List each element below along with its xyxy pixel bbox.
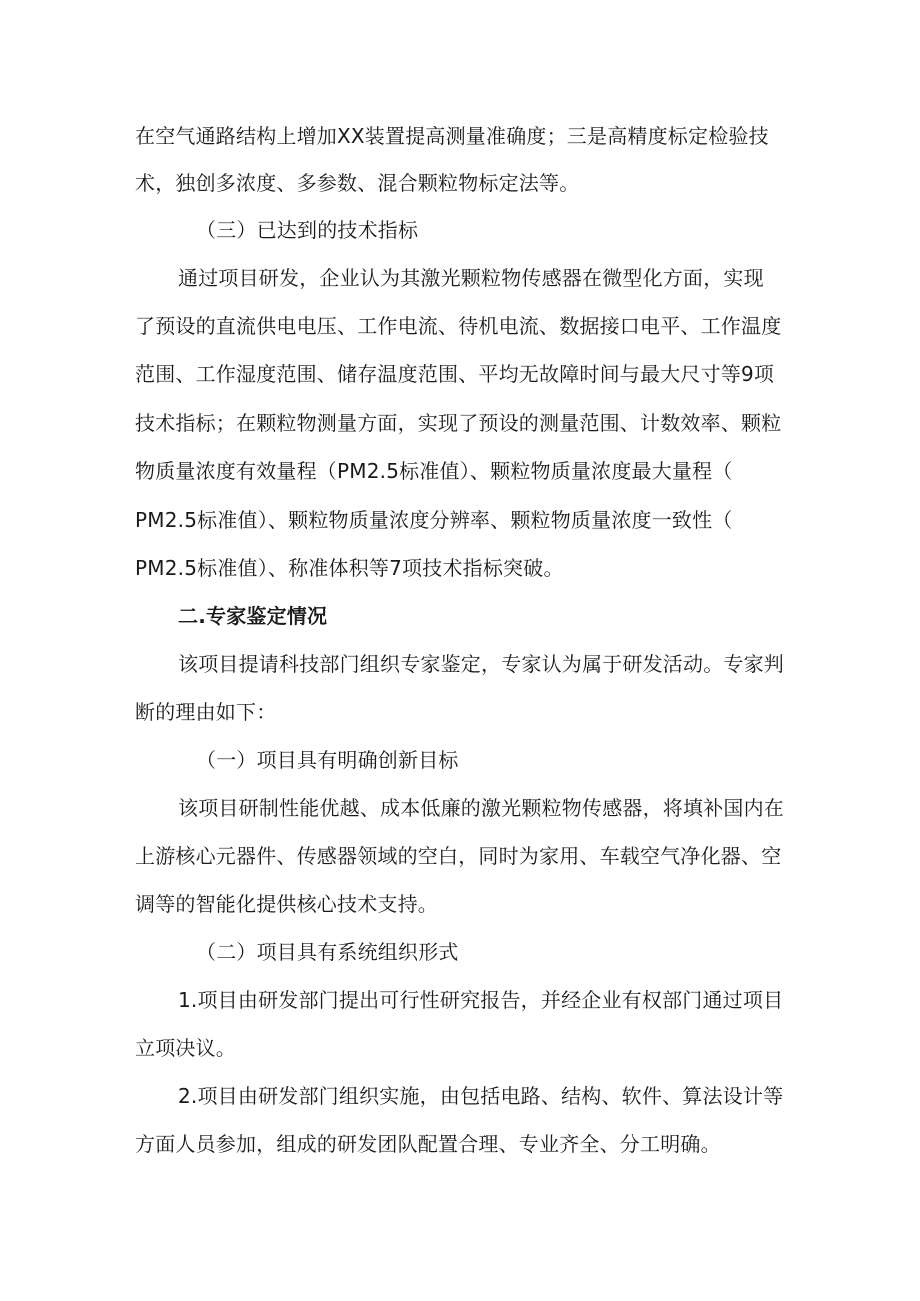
- paragraph-line: 术，独创多浓度、多参数、混合颗粒物标定法等。: [135, 171, 580, 195]
- paragraph-line: 方面人员参加，组成的研发团队配置合理、专业齐全、分工明确。: [135, 1132, 721, 1156]
- numbered-item-line: 1.项目由研发部门提出可行性研究报告，并经企业有权部门通过项目: [178, 988, 784, 1012]
- paragraph-line: 该项目研制性能优越、成本低廉的激光颗粒物传感器，将填补国内在: [178, 796, 784, 820]
- paragraph-line: PM2.5标准值）、称准体积等7项技术指标突破。: [135, 556, 564, 580]
- paragraph-line: 调等的智能化提供核心技术支持。: [135, 892, 438, 916]
- paragraph-line: 上游核心元器件、传感器领域的空白，同时为家用、车载空气净化器、空: [135, 844, 782, 868]
- paragraph-line: 在空气通路结构上增加XX装置提高测量准确度；三是高精度标定检验技: [135, 124, 769, 148]
- paragraph-line: 了预设的直流供电电压、工作电流、待机电流、数据接口电平、工作温度: [135, 314, 782, 338]
- section-heading: （三）已达到的技术指标: [196, 218, 419, 242]
- paragraph-line: 立项决议。: [135, 1036, 236, 1060]
- paragraph-line: 物质量浓度有效量程（PM2.5标准值）、颗粒物质量浓度最大量程（: [135, 459, 733, 483]
- section-heading: （一）项目具有明确创新目标: [196, 748, 459, 772]
- paragraph-line: 通过项目研发，企业认为其激光颗粒物传感器在微型化方面，实现: [178, 266, 764, 290]
- paragraph-line: PM2.5标准值）、颗粒物质量浓度分辨率、颗粒物质量浓度一致性（: [135, 508, 733, 532]
- paragraph-line: 技术指标；在颗粒物测量方面，实现了预设的测量范围、计数效率、颗粒: [135, 411, 782, 435]
- section-heading: （二）项目具有系统组织形式: [196, 940, 459, 964]
- paragraph-line: 该项目提请科技部门组织专家鉴定，专家认为属于研发活动。专家判: [178, 652, 784, 676]
- paragraph-line: 范围、工作湿度范围、储存温度范围、平均无故障时间与最大尺寸等9项: [135, 362, 775, 386]
- section-heading-bold: 二.专家鉴定情况: [178, 604, 328, 628]
- numbered-item-line: 2.项目由研发部门组织实施，由包括电路、结构、软件、算法设计等: [178, 1084, 784, 1108]
- paragraph-line: 断的理由如下：: [135, 700, 277, 724]
